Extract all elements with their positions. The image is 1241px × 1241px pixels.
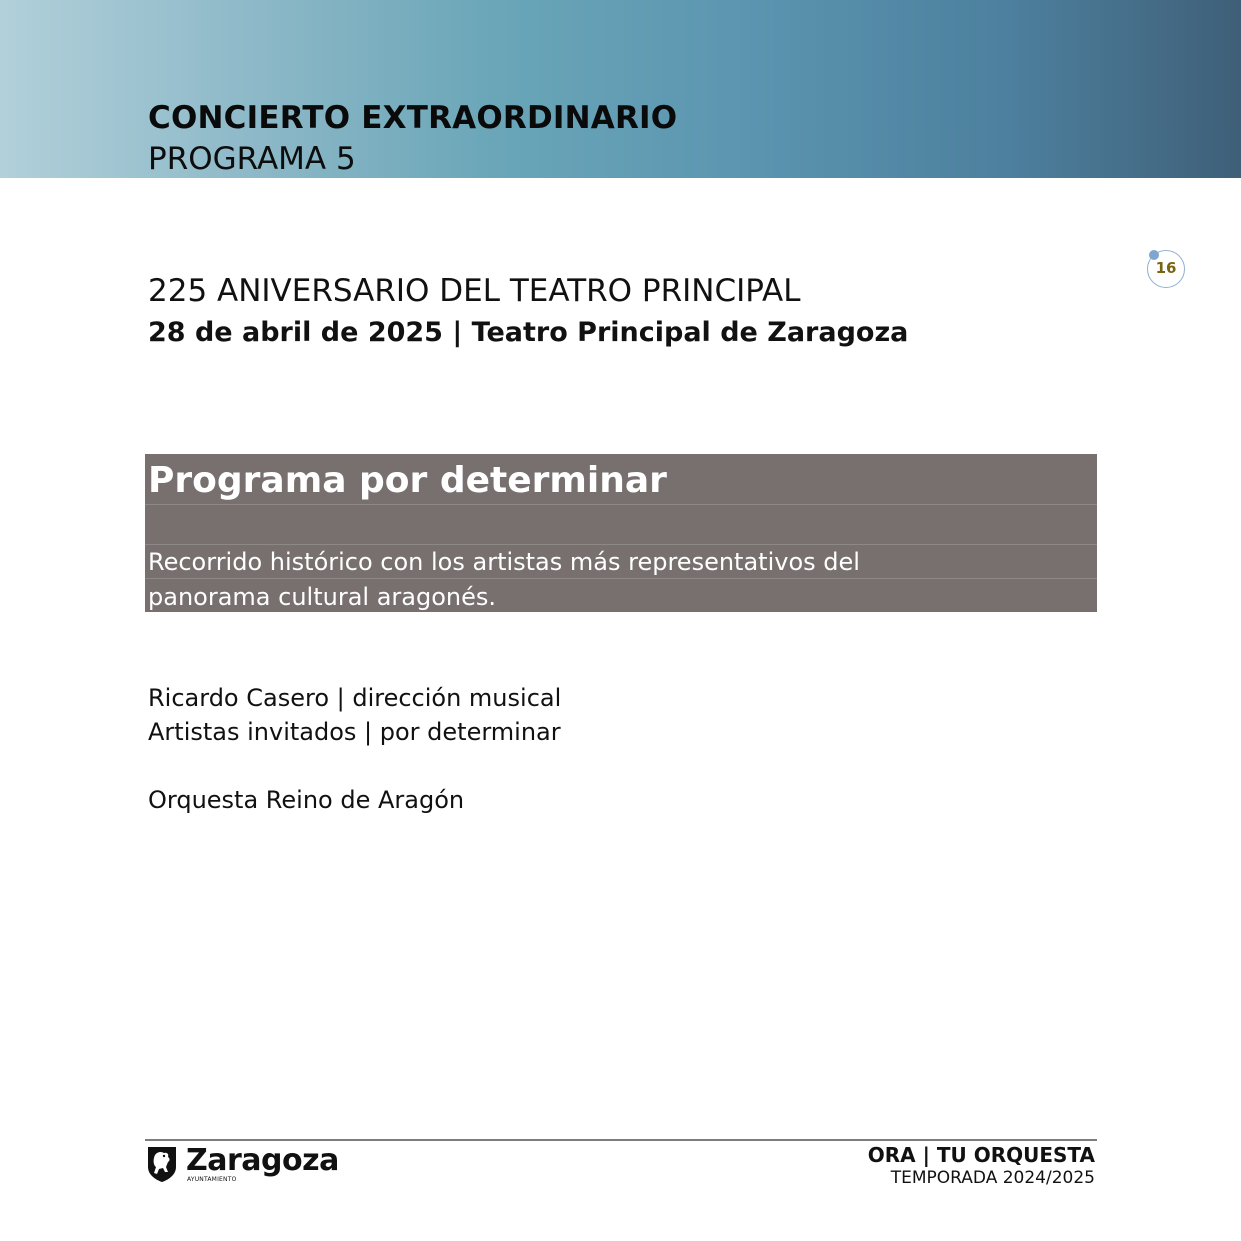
program-number: PROGRAMA 5 (148, 141, 356, 177)
lion-shield-icon (146, 1145, 178, 1183)
logo-subtitle: AYUNTAMIENTO (187, 1176, 237, 1183)
page-number: 16 (1155, 259, 1177, 277)
conductor-credit: Ricardo Casero | dirección musical (148, 684, 562, 712)
event-date-venue: 28 de abril de 2025 | Teatro Principal de Zaragoza (148, 317, 909, 348)
footer-season: TEMPORADA 2024/2025 (890, 1168, 1095, 1188)
logo-wordmark: Zaragoza (186, 1143, 339, 1178)
program-description-line: Recorrido histórico con los artistas más representativos del (148, 548, 860, 576)
footer-brand: ORA | TU ORQUESTA (867, 1143, 1095, 1167)
guest-artists-credit: Artistas invitados | por determinar (148, 718, 561, 746)
footer-brand-block (868, 1143, 1095, 1189)
program-box (145, 454, 1097, 612)
program-description-line: panorama cultural aragonés. (148, 583, 496, 611)
divider (145, 504, 1097, 505)
orchestra-credit: Orquesta Reino de Aragón (148, 786, 465, 814)
footer-divider (145, 1139, 1097, 1141)
event-title: 225 ANIVERSARIO DEL TEATRO PRINCIPAL (148, 273, 801, 309)
concert-type-title: CONCIERTO EXTRAORDINARIO (148, 100, 678, 136)
program-heading: Programa por determinar (148, 460, 667, 501)
